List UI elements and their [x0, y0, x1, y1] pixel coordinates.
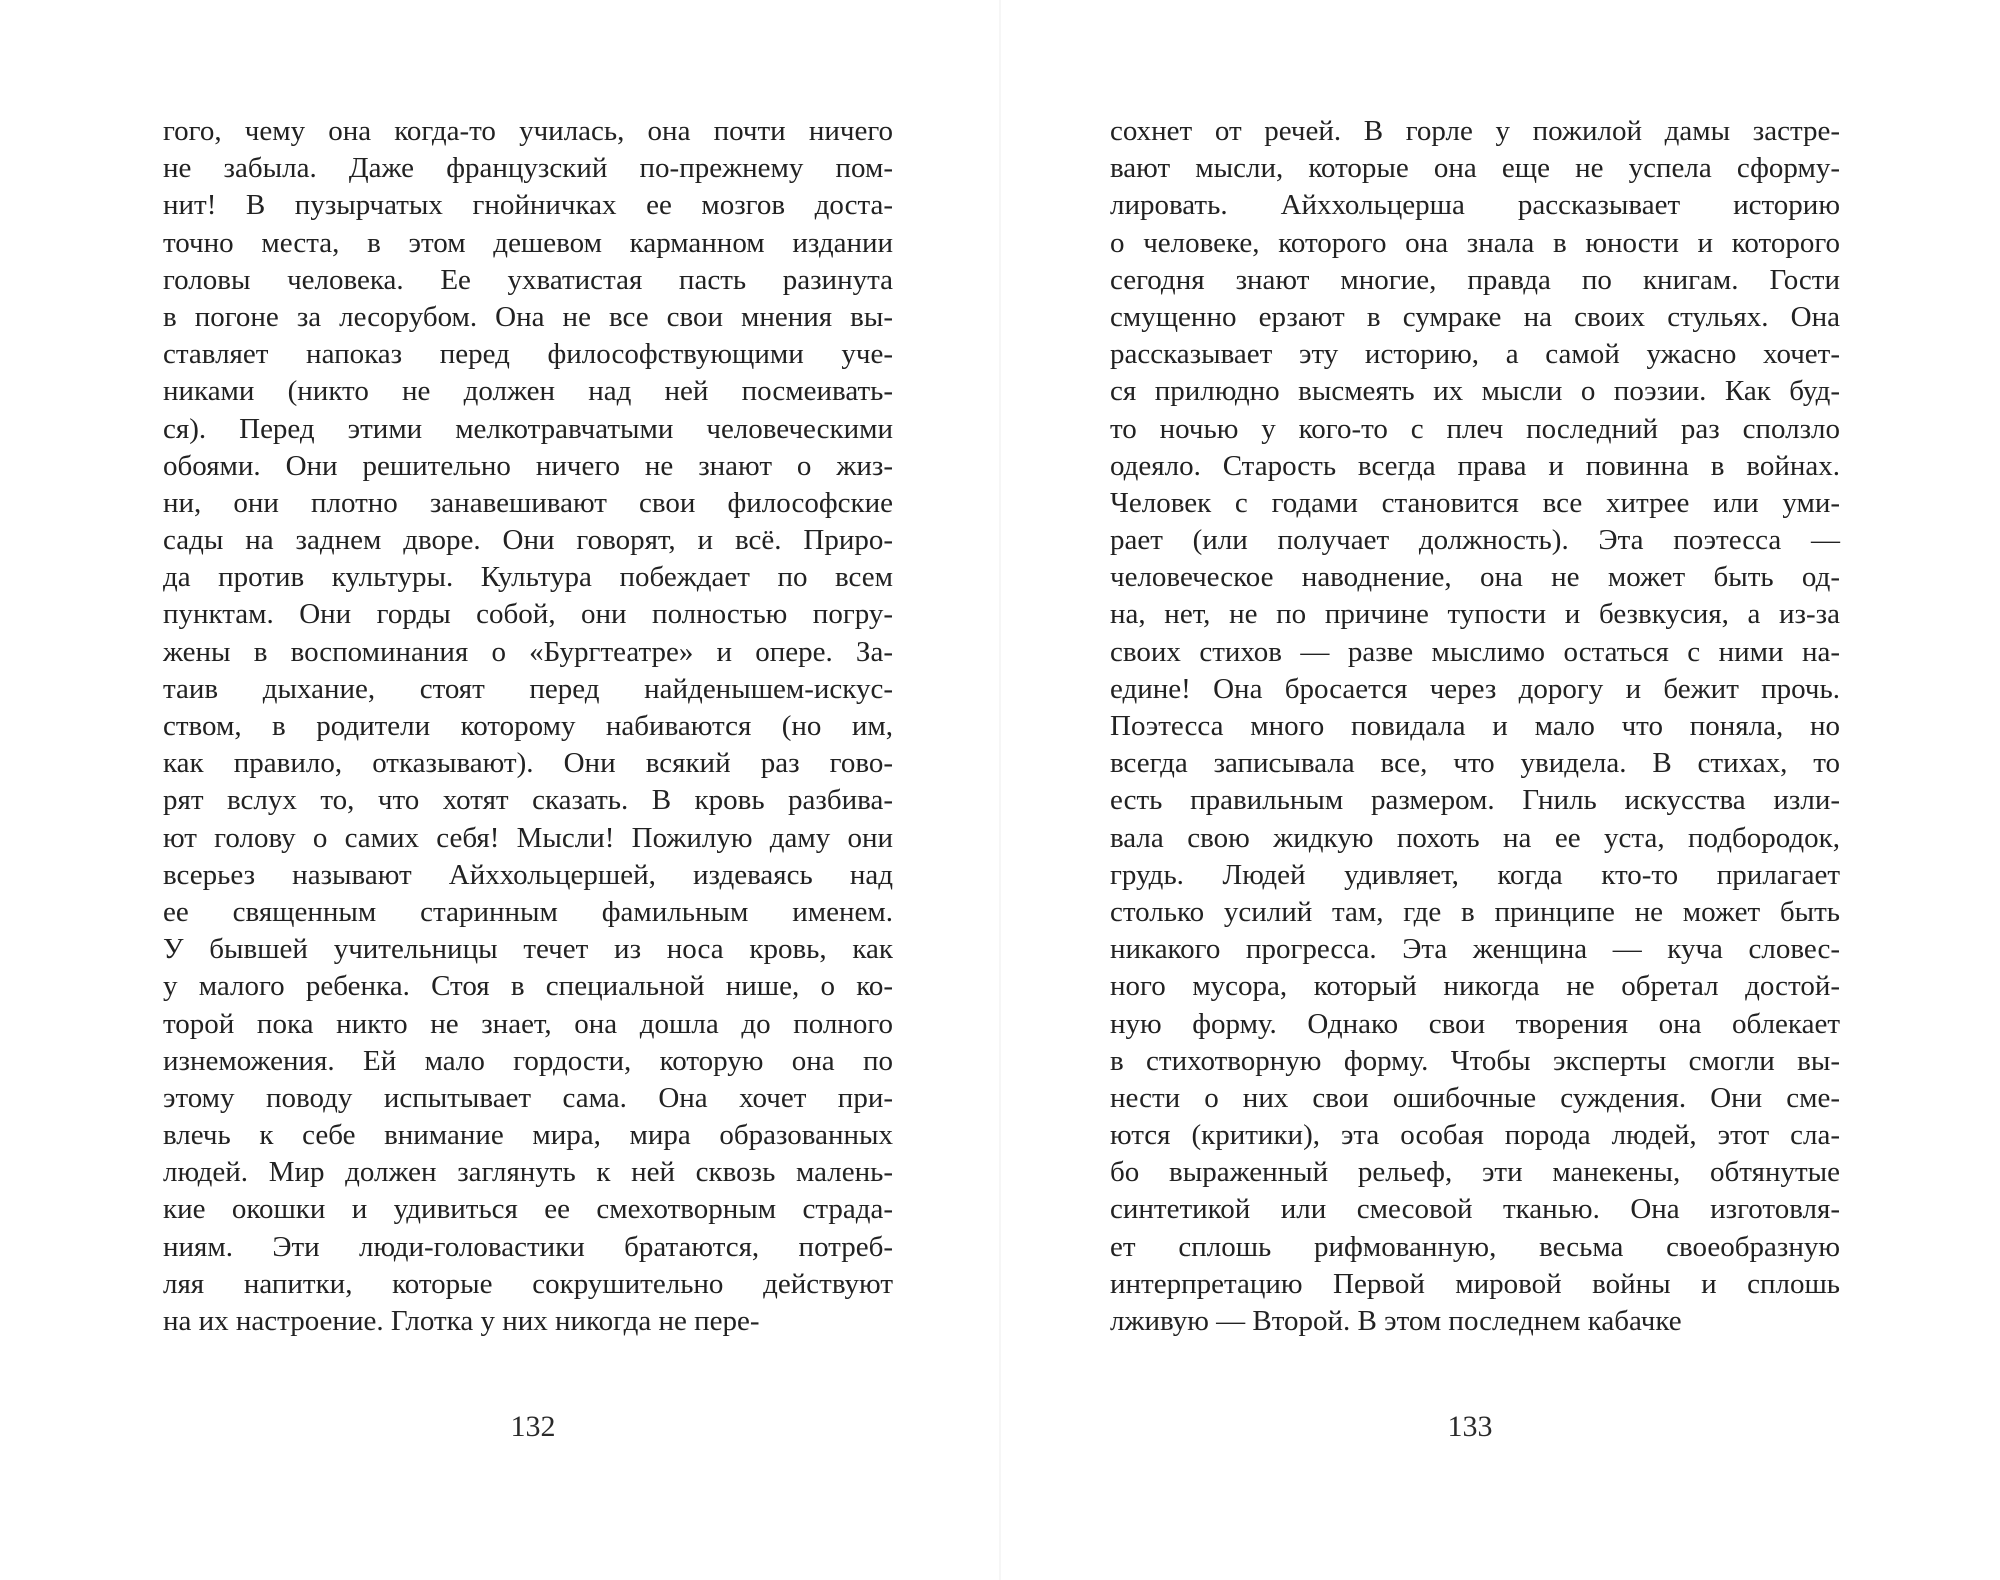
text-line: есть правильным размером. Гниль искусства изли-: [1110, 784, 1840, 817]
text-line: да против культуры. Культура побеждает по всем: [163, 561, 893, 594]
text-line: рает (или получает должность). Эта поэтесса —: [1110, 524, 1840, 557]
text-line: рят вслух то, что хотят сказать. В кровь разбива-: [163, 784, 893, 817]
text-line: ляя напитки, которые сокрушительно действуют: [163, 1267, 893, 1300]
text-line: изнеможения. Ей мало гордости, которую она по: [163, 1044, 893, 1077]
text-line: людей. Мир должен заглянуть к ней сквозь малень-: [163, 1156, 893, 1189]
text-line: гого, чему она когда-то училась, она почти ничего: [163, 115, 893, 147]
text-line: головы человека. Ее ухватистая пасть разинута: [163, 263, 893, 296]
text-line: ются (критики), эта особая порода людей, этот сла-: [1110, 1119, 1840, 1152]
text-line: в погоне за лесорубом. Она не все свои мнения вы-: [163, 300, 893, 333]
text-line: таив дыхание, стоят перед найденышем-искус-: [163, 672, 893, 705]
text-line: синтетикой или смесовой тканью. Она изготовля-: [1110, 1193, 1840, 1226]
text-line: этому поводу испытывает сама. Она хочет при-: [163, 1081, 893, 1114]
text-line: ниям. Эти люди-головастики братаются, потреб-: [163, 1230, 893, 1263]
text-line: никами (никто не должен над ней посмеивать-: [163, 375, 893, 408]
text-line: сохнет от речей. В горле у пожилой дамы застре-: [1110, 115, 1840, 147]
text-line: сегодня знают многие, правда по книгам. Гости: [1110, 263, 1840, 296]
text-line: жены в воспоминания о «Бургтеатре» и опере. За-: [163, 635, 893, 668]
left-page-lines: [163, 113, 893, 1340]
text-line: бо выраженный рельеф, эти манекены, обтянутые: [1110, 1156, 1840, 1189]
text-line: торой пока никто не знает, она дошла до полного: [163, 1007, 893, 1040]
text-line: влечь к себе внимание мира, мира образованных: [163, 1119, 893, 1152]
right-page-number: 133: [1447, 1410, 1493, 1443]
text-line: точно места, в этом дешевом карманном издании: [163, 226, 893, 259]
text-line: пунктам. Они горды собой, они полностью погру-: [163, 598, 893, 631]
text-line: одеяло. Старость всегда права и повинна в войнах.: [1110, 449, 1840, 482]
text-line: ее священным старинным фамильным именем.: [163, 895, 893, 928]
text-line: то ночью у кого-то с плеч последний раз сползло: [1110, 412, 1840, 445]
text-line: вают мысли, которые она еще не успела сформу-: [1110, 152, 1840, 185]
text-line: ся прилюдно высмеять их мысли о поэзии. Как буд-: [1110, 375, 1840, 408]
right-page-text: [1110, 113, 1840, 1340]
left-page-number: 132: [510, 1410, 556, 1443]
text-line: никакого прогресса. Эта женщина — куча словес-: [1110, 933, 1840, 966]
text-line: как правило, отказывают). Они всякий раз гово-: [163, 747, 893, 780]
left-page-text: [163, 113, 893, 1340]
text-line: ни, они плотно занавешивают свои философские: [163, 486, 893, 519]
text-line: человеческое наводнение, она не может быть од-: [1110, 561, 1840, 594]
text-line: интерпретацию Первой мировой войны и сплошь: [1110, 1267, 1840, 1300]
text-line: грудь. Людей удивляет, когда кто-то прилагает: [1110, 858, 1840, 891]
text-line: смущенно ерзают в сумраке на своих стульях. Она: [1110, 300, 1840, 333]
text-line: на их настроение. Глотка у них никогда не пере-: [163, 1305, 760, 1337]
text-line: обоями. Они решительно ничего не знают о жиз-: [163, 449, 893, 482]
text-line: вала свою жидкую похоть на ее уста, подбородок,: [1110, 821, 1840, 854]
text-line: на, нет, не по причине тупости и безвкусия, а из-за: [1110, 598, 1840, 631]
text-line: У бывшей учительницы течет из носа кровь, как: [163, 933, 893, 966]
text-line: столько усилий там, где в принципе не может быть: [1110, 895, 1840, 928]
text-line: рассказывает эту историю, а самой ужасно хочет-: [1110, 338, 1840, 371]
text-line: Поэтесса много повидала и мало что поняла, но: [1110, 710, 1840, 742]
text-line: кие окошки и удивиться ее смехотворным страда-: [163, 1193, 893, 1226]
text-line: в стихотворную форму. Чтобы эксперты смогли вы-: [1110, 1044, 1840, 1077]
text-line: всерьез называют Айххольцершей, издеваясь над: [163, 858, 893, 891]
book-gutter: [999, 0, 1001, 1580]
text-line: ством, в родители которому набиваются (но им,: [163, 710, 893, 742]
text-line: у малого ребенка. Стоя в специальной нише, о ко-: [163, 970, 893, 1003]
text-line: не забыла. Даже французский по-прежнему пом-: [163, 152, 893, 185]
text-line: нести о них свои ошибочные суждения. Они сме-: [1110, 1081, 1840, 1114]
text-line: Человек с годами становится все хитрее или уми-: [1110, 486, 1840, 519]
text-line: ся). Перед этими мелкотравчатыми человеческими: [163, 412, 893, 445]
text-line: ставляет напоказ перед философствующими уче-: [163, 338, 893, 371]
text-line: своих стихов — разве мыслимо остаться с ними на-: [1110, 635, 1840, 668]
text-line: о человеке, которого она знала в юности и которого: [1110, 226, 1840, 259]
text-line: ют голову о самих себя! Мысли! Пожилую даму они: [163, 821, 893, 854]
text-line: нит! В пузырчатых гнойничках ее мозгов доста-: [163, 189, 893, 222]
text-line: ного мусора, который никогда не обретал достой-: [1110, 970, 1840, 1003]
text-line: едине! Она бросается через дорогу и бежит прочь.: [1110, 672, 1840, 705]
text-line: ную форму. Однако свои творения она облекает: [1110, 1007, 1840, 1040]
text-line: всегда записывала все, что увидела. В стихах, то: [1110, 747, 1840, 780]
text-line: лживую — Второй. В этом последнем кабачке: [1110, 1305, 1682, 1337]
text-line: ет сплошь рифмованную, весьма своеобразную: [1110, 1230, 1840, 1263]
text-line: лировать. Айххольцерша рассказывает историю: [1110, 189, 1840, 222]
right-page-lines: [1110, 113, 1840, 1340]
text-line: сады на заднем дворе. Они говорят, и всё. Приро-: [163, 524, 893, 557]
